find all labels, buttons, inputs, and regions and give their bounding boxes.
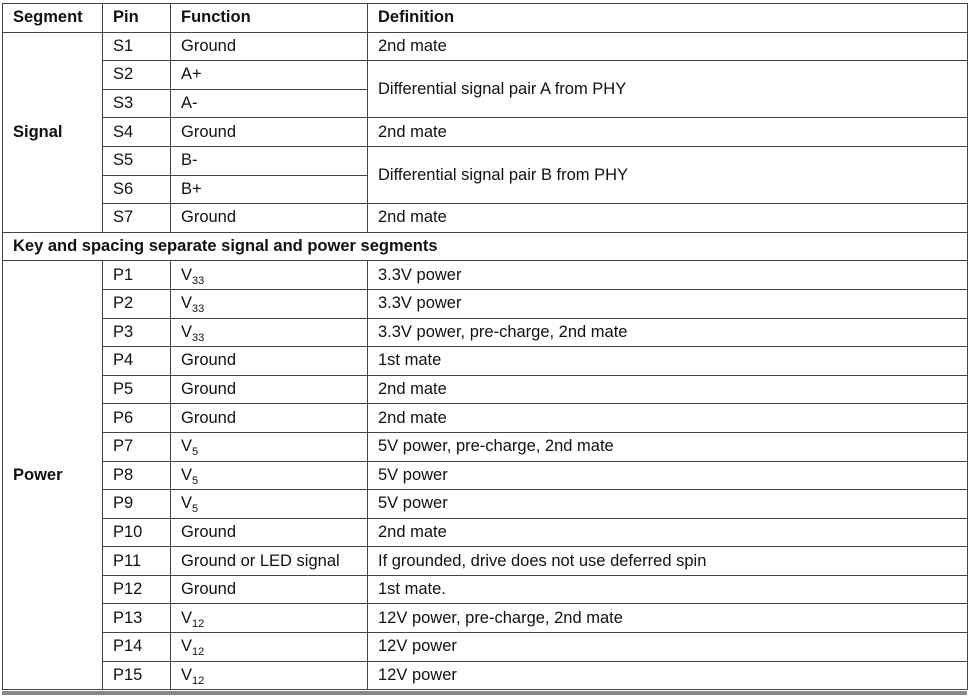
definition-cell: 5V power	[368, 490, 968, 519]
header-row	[3, 4, 968, 33]
function-cell: Ground	[171, 204, 368, 233]
power-body	[3, 261, 968, 690]
function-subscript: 33	[192, 303, 205, 316]
header-pin: Pin	[103, 4, 171, 33]
function-cell	[171, 518, 368, 547]
pin-cell: P8	[103, 461, 171, 490]
definition-cell: 3.3V power	[368, 289, 968, 318]
function-cell: Ground	[171, 118, 368, 147]
definition-cell: 2nd mate	[368, 518, 968, 547]
function-subscript: 5	[192, 474, 199, 487]
table-row	[3, 633, 968, 662]
function-cell: B+	[171, 175, 368, 204]
pin-cell: P12	[103, 575, 171, 604]
function-text: V	[181, 494, 193, 513]
pin-cell: S2	[103, 61, 171, 90]
pin-cell: P11	[103, 547, 171, 576]
segment-signal: Signal	[3, 32, 103, 232]
function-cell: A+	[171, 61, 368, 90]
separator-text: Key and spacing separate signal and power segments	[3, 232, 968, 261]
definition-cell: 2nd mate	[368, 32, 968, 61]
table-row	[3, 61, 968, 90]
function-cell	[171, 347, 368, 376]
definition-cell: 3.3V power	[368, 261, 968, 290]
definition-cell: 12V power	[368, 661, 968, 690]
definition-cell: 3.3V power, pre-charge, 2nd mate	[368, 318, 968, 347]
function-text: Ground	[181, 351, 237, 370]
function-cell	[171, 661, 368, 690]
function-text: Ground	[181, 408, 237, 427]
table-row	[3, 146, 968, 175]
function-text: Ground	[181, 380, 237, 399]
function-cell	[171, 404, 368, 433]
function-text: V	[181, 294, 193, 313]
table-row	[3, 661, 968, 690]
pin-cell: S7	[103, 204, 171, 233]
table-row	[3, 375, 968, 404]
function-text: V	[181, 637, 193, 656]
pin-cell: P7	[103, 432, 171, 461]
bottom-rule	[2, 691, 967, 695]
function-cell: Ground	[171, 32, 368, 61]
pin-cell: S6	[103, 175, 171, 204]
function-text: V	[181, 322, 193, 341]
segment-power: Power	[3, 261, 103, 690]
table-row	[3, 575, 968, 604]
definition-cell: 2nd mate	[368, 404, 968, 433]
table-row	[3, 490, 968, 519]
function-cell: A-	[171, 89, 368, 118]
function-cell	[171, 375, 368, 404]
function-text: Ground or LED signal	[181, 551, 340, 570]
pinout-table	[2, 3, 968, 690]
table-row	[3, 432, 968, 461]
function-cell	[171, 261, 368, 290]
pin-cell: P15	[103, 661, 171, 690]
definition-cell: 2nd mate	[368, 375, 968, 404]
definition-cell: 12V power	[368, 633, 968, 662]
table-row	[3, 604, 968, 633]
function-cell	[171, 604, 368, 633]
pin-cell: P9	[103, 490, 171, 519]
pin-cell: P3	[103, 318, 171, 347]
definition-cell: 5V power	[368, 461, 968, 490]
table-row	[3, 404, 968, 433]
function-text: V	[181, 465, 193, 484]
function-text: V	[181, 608, 193, 627]
function-cell	[171, 432, 368, 461]
function-subscript: 5	[192, 503, 199, 516]
definition-cell: Differential signal pair A from PHY	[368, 61, 968, 118]
pin-cell: S5	[103, 146, 171, 175]
function-subscript: 33	[192, 331, 205, 344]
definition-cell: Differential signal pair B from PHY	[368, 146, 968, 203]
separator-row	[3, 232, 968, 261]
pin-cell: P4	[103, 347, 171, 376]
definition-cell: 12V power, pre-charge, 2nd mate	[368, 604, 968, 633]
table-row	[3, 518, 968, 547]
definition-cell: 1st mate	[368, 347, 968, 376]
pin-cell: P10	[103, 518, 171, 547]
function-subscript: 33	[192, 274, 205, 287]
table-row	[3, 32, 968, 61]
pin-cell: S4	[103, 118, 171, 147]
definition-cell: If grounded, drive does not use deferred spin	[368, 547, 968, 576]
function-subscript: 12	[192, 617, 205, 630]
table-body	[3, 32, 968, 261]
function-text: V	[181, 437, 193, 456]
pin-cell: P1	[103, 261, 171, 290]
function-cell	[171, 633, 368, 662]
pin-cell: P5	[103, 375, 171, 404]
function-cell	[171, 575, 368, 604]
pin-cell: S3	[103, 89, 171, 118]
table-row	[3, 261, 968, 290]
table-row	[3, 461, 968, 490]
function-text: Ground	[181, 580, 237, 599]
header-segment: Segment	[3, 4, 103, 33]
function-cell	[171, 289, 368, 318]
header-function: Function	[171, 4, 368, 33]
pin-cell: P14	[103, 633, 171, 662]
table-row	[3, 318, 968, 347]
pin-cell: P6	[103, 404, 171, 433]
function-subscript: 12	[192, 646, 205, 659]
function-text: Ground	[181, 522, 237, 541]
pin-cell: P2	[103, 289, 171, 318]
table-row	[3, 118, 968, 147]
table-row	[3, 204, 968, 233]
function-cell: B-	[171, 146, 368, 175]
definition-cell: 2nd mate	[368, 204, 968, 233]
pin-cell: P13	[103, 604, 171, 633]
definition-cell: 2nd mate	[368, 118, 968, 147]
function-cell	[171, 490, 368, 519]
function-cell	[171, 318, 368, 347]
definition-cell: 5V power, pre-charge, 2nd mate	[368, 432, 968, 461]
header-definition: Definition	[368, 4, 968, 33]
function-text: V	[181, 265, 193, 284]
table-row	[3, 347, 968, 376]
table-row	[3, 547, 968, 576]
function-cell	[171, 461, 368, 490]
definition-cell: 1st mate.	[368, 575, 968, 604]
table-row	[3, 289, 968, 318]
function-subscript: 5	[192, 446, 199, 459]
pin-cell: S1	[103, 32, 171, 61]
function-subscript: 12	[192, 674, 205, 687]
function-cell	[171, 547, 368, 576]
function-text: V	[181, 665, 193, 684]
